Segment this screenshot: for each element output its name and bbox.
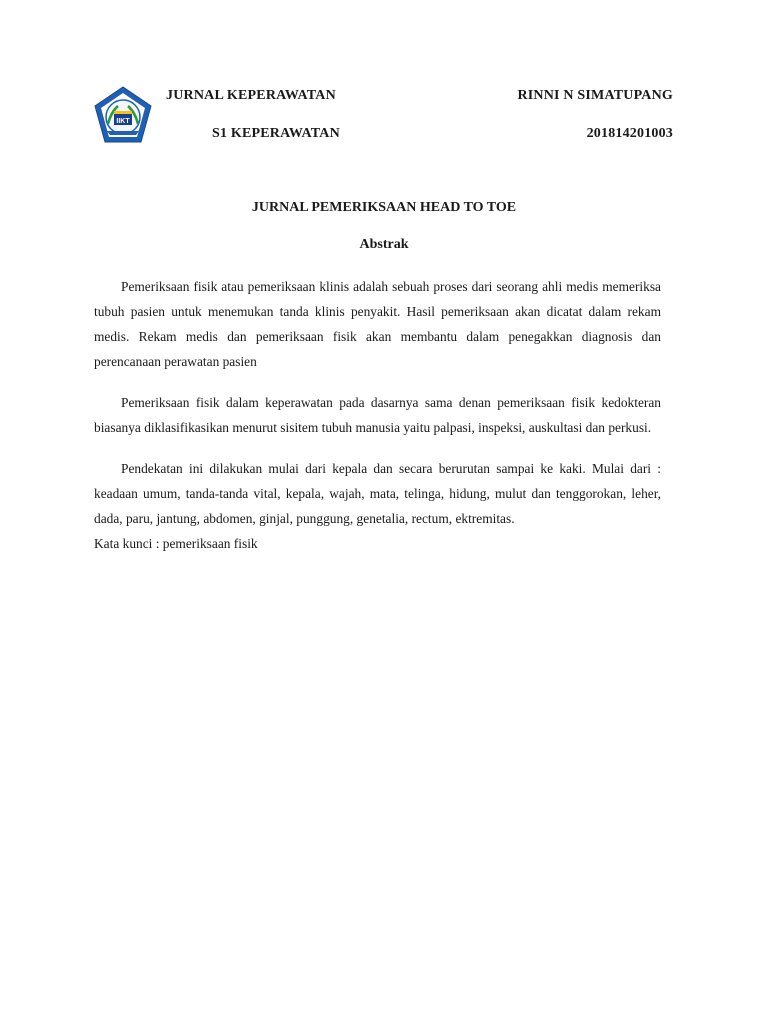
document-title: JURNAL PEMERIKSAAN HEAD TO TOE xyxy=(251,200,517,215)
abstract-body xyxy=(94,274,661,556)
abstract-paragraph-3: Pendekatan ini dilakukan mulai dari kepala dan secara berurutan sampai ke kaki. Mulai dari : keadaan umum, tanda-tanda vital, kepala, wajah, mata, telinga, hidung, mulut dan tenggorokan, leher, dada, paru, jantung, abdomen, ginjal, punggung, genetalia, rectum, ektremitas. xyxy=(94,461,661,526)
abstract-heading: Abstrak xyxy=(359,237,409,252)
university-crest-icon xyxy=(92,84,154,146)
program-label: S1 KEPERAWATAN xyxy=(212,126,340,141)
student-id: 201814201003 xyxy=(586,126,673,141)
abstract-paragraph-1: Pemeriksaan fisik atau pemeriksaan klinis adalah sebuah proses dari seorang ahli medis memeriksa tubuh pasien untuk menemukan tanda klinis penyakit. Hasil pemeriksaan akan dicatat dalam rekam medis. Rekam medis dan pemeriksaan fisik akan membantu dalam penegakkan diagnosis dan perencanaan perawatan pasien xyxy=(94,279,661,369)
logo-initials: IIKT xyxy=(116,118,130,125)
abstract-paragraph-2: Pemeriksaan fisik dalam keperawatan pada dasarnya sama denan pemeriksaan fisik kedokteran biasanya diklasifikasikan menurut sisitem tubuh manusia yaitu palpasi, inspeksi, auskultasi dan perkusi. xyxy=(94,395,661,435)
keywords-line: Kata kunci : pemeriksaan fisik xyxy=(94,536,258,551)
journal-label: JURNAL KEPERAWATAN xyxy=(166,88,336,103)
author-name: RINNI N SIMATUPANG xyxy=(517,88,673,103)
